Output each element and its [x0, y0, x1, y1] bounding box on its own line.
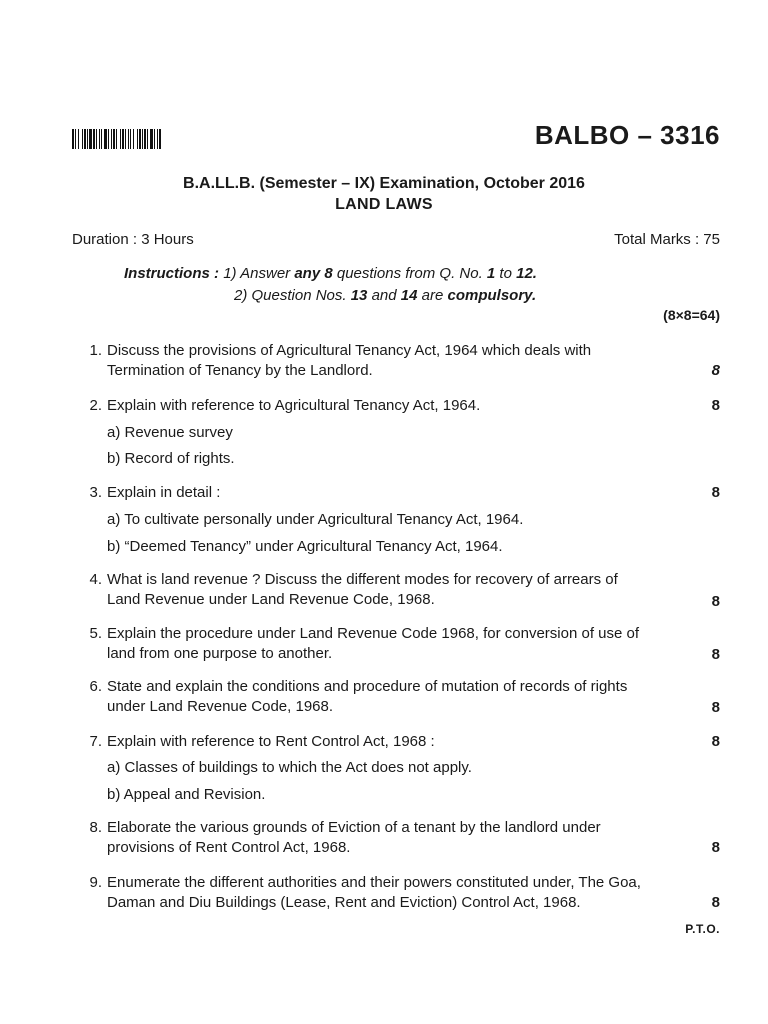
question-3	[80, 483, 720, 503]
question-text	[107, 677, 677, 717]
question-line: Elaborate the various grounds of Eviction of a tenant by the landlord under	[107, 819, 601, 836]
paper-code: BALBO – 3316	[534, 120, 720, 150]
instr-2a: 2) Question Nos.	[234, 287, 351, 304]
question-line: Termination of Tenancy by the Landlord.	[107, 362, 373, 379]
question-text	[107, 873, 677, 913]
question-number: 3.	[89, 484, 102, 501]
instr-1c: questions from Q. No.	[332, 265, 487, 282]
question-number: 9.	[89, 874, 102, 891]
question-line: State and explain the conditions and procedure of mutation of records of rights	[107, 678, 628, 695]
question-marks: 8	[711, 699, 720, 716]
question-text: Explain with reference to Agricultural Tenancy Act, 1964.	[107, 397, 481, 414]
instr-2e: are	[417, 287, 448, 304]
question-2	[80, 396, 720, 416]
question-line: Discuss the provisions of Agricultural Tenancy Act, 1964 which deals with	[107, 342, 592, 359]
question-marks: 8	[711, 397, 720, 414]
exam-title: B.A.LL.B. (Semester – IX) Examination, October 2016	[183, 175, 585, 192]
question-line: provisions of Rent Control Act, 1968.	[107, 839, 351, 856]
question-5	[80, 624, 720, 664]
question-8	[80, 818, 720, 858]
instructions-label: Instructions :	[124, 265, 220, 282]
instr-1e: to	[495, 265, 517, 282]
question-text	[107, 570, 677, 610]
question-marks: 8	[711, 646, 720, 663]
question-text	[107, 341, 677, 381]
question-number: 4.	[89, 571, 102, 588]
sub-question: b) Record of rights.	[107, 450, 235, 467]
sub-question: a) To cultivate personally under Agricultural Tenancy Act, 1964.	[107, 511, 524, 528]
question-line: land from one purpose to another.	[107, 645, 333, 662]
total-marks-text: Total Marks : 75	[614, 231, 720, 248]
question-line: Enumerate the different authorities and their powers constituted under, The Goa,	[107, 874, 641, 891]
question-7	[80, 732, 720, 752]
question-number: 8.	[89, 819, 102, 836]
question-marks: 8	[711, 733, 720, 750]
question-line: What is land revenue ? Discuss the different modes for recovery of arrears of	[107, 571, 618, 588]
instructions-line-1	[124, 265, 537, 282]
instructions-line-2	[234, 287, 536, 304]
question-marks: 8	[711, 484, 720, 501]
question-marks: 8	[711, 839, 720, 856]
instr-2f: compulsory.	[447, 287, 537, 304]
barcode-bar	[161, 129, 162, 149]
instr-2b: 13	[350, 287, 368, 304]
instr-1d: 1	[486, 265, 496, 282]
question-9	[80, 873, 720, 913]
instr-1a: 1) Answer	[223, 265, 295, 282]
question-number: 5.	[89, 625, 102, 642]
question-1	[80, 341, 720, 381]
sub-question: a) Classes of buildings to which the Act does not apply.	[107, 759, 472, 776]
question-text: Explain in detail :	[107, 484, 221, 501]
duration-text: Duration : 3 Hours	[72, 231, 194, 248]
question-number: 1.	[89, 342, 102, 359]
question-line: Explain the procedure under Land Revenue Code 1968, for conversion of use of	[107, 625, 640, 642]
instr-1f: 12.	[516, 265, 537, 282]
question-line: under Land Revenue Code, 1968.	[107, 698, 334, 715]
pto-label: P.T.O.	[685, 922, 720, 936]
question-marks: 8	[711, 362, 720, 379]
question-number: 7.	[89, 733, 102, 750]
instr-1b: any 8	[294, 265, 333, 282]
question-text	[107, 818, 677, 858]
question-text	[107, 624, 677, 664]
instr-2c: and	[367, 287, 401, 304]
sub-question: b) “Deemed Tenancy” under Agricultural Tenancy Act, 1964.	[107, 538, 503, 555]
question-marks: 8	[711, 894, 720, 911]
question-text: Explain with reference to Rent Control Act, 1968 :	[107, 733, 435, 750]
marks-distribution: (8×8=64)	[663, 307, 720, 323]
question-number: 2.	[89, 397, 102, 414]
question-line: Land Revenue under Land Revenue Code, 1968.	[107, 591, 435, 608]
question-marks: 8	[711, 593, 720, 610]
question-6	[80, 677, 720, 717]
question-number: 6.	[89, 678, 102, 695]
barcode-image	[72, 129, 234, 149]
question-line: Daman and Diu Buildings (Lease, Rent and Eviction) Control Act, 1968.	[107, 894, 581, 911]
question-4	[80, 570, 720, 610]
sub-question: b) Appeal and Revision.	[107, 786, 266, 803]
sub-question: a) Revenue survey	[107, 424, 233, 441]
subject-title: LAND LAWS	[335, 196, 433, 213]
instr-2d: 14	[400, 287, 418, 304]
